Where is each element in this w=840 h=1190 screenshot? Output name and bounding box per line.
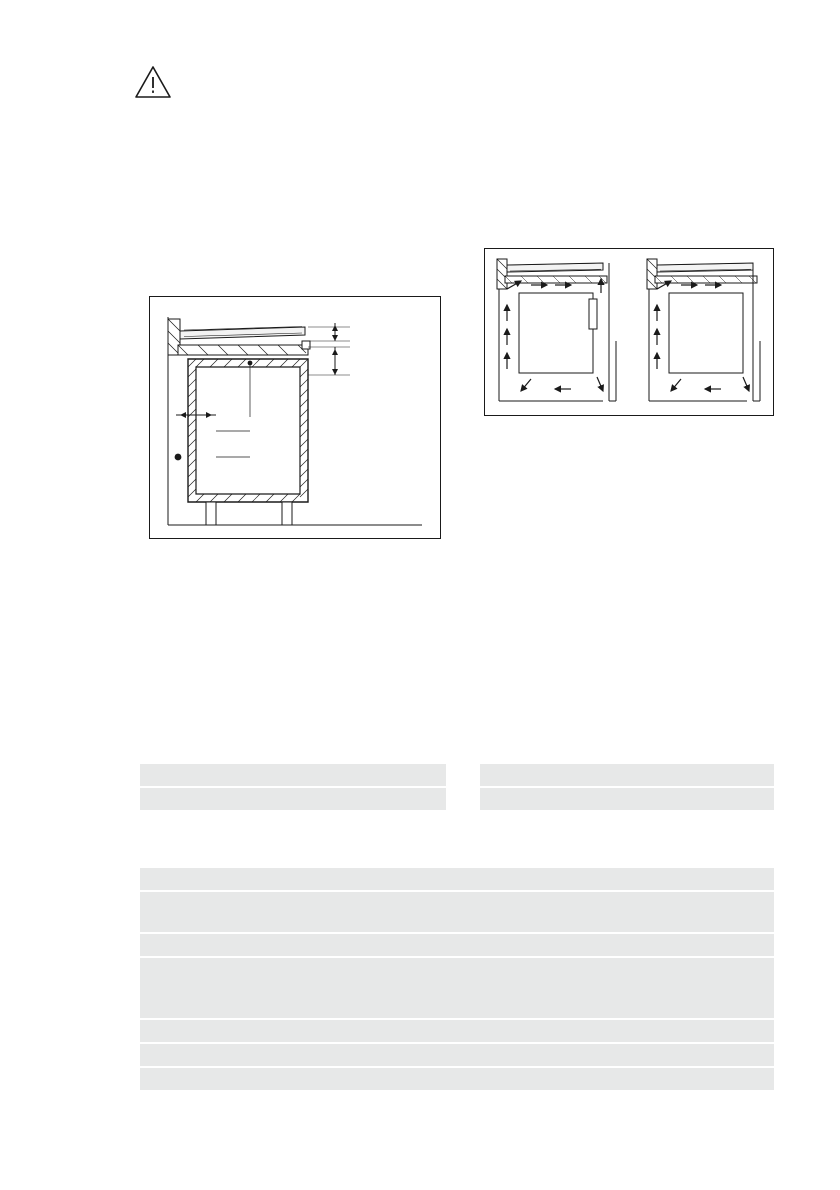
table-cell <box>480 787 774 810</box>
table-cell <box>140 957 774 1019</box>
table-cell <box>140 1043 774 1067</box>
table-row <box>140 891 774 933</box>
ventilation-airflow-diagram <box>484 248 774 416</box>
table-row <box>480 764 774 787</box>
table-cell <box>140 868 774 891</box>
table-cell <box>140 1019 774 1043</box>
table-row <box>140 957 774 1019</box>
table-row <box>140 1043 774 1067</box>
table-row <box>140 787 446 810</box>
table-cell <box>140 764 446 787</box>
table-cell <box>140 787 446 810</box>
table-cell <box>480 764 774 787</box>
table-row <box>140 1067 774 1090</box>
table-row <box>140 868 774 891</box>
table-row <box>140 764 446 787</box>
table-cell <box>140 1067 774 1090</box>
table-row <box>480 787 774 810</box>
installation-section-diagram <box>149 296 441 539</box>
table-row <box>140 1019 774 1043</box>
table-cell <box>140 933 774 957</box>
table-cell <box>140 891 774 933</box>
dimensions-table-left <box>140 764 446 810</box>
specification-table <box>140 868 774 1090</box>
table-row <box>140 933 774 957</box>
dimensions-table-right <box>480 764 774 810</box>
warning-triangle-icon <box>133 64 173 100</box>
